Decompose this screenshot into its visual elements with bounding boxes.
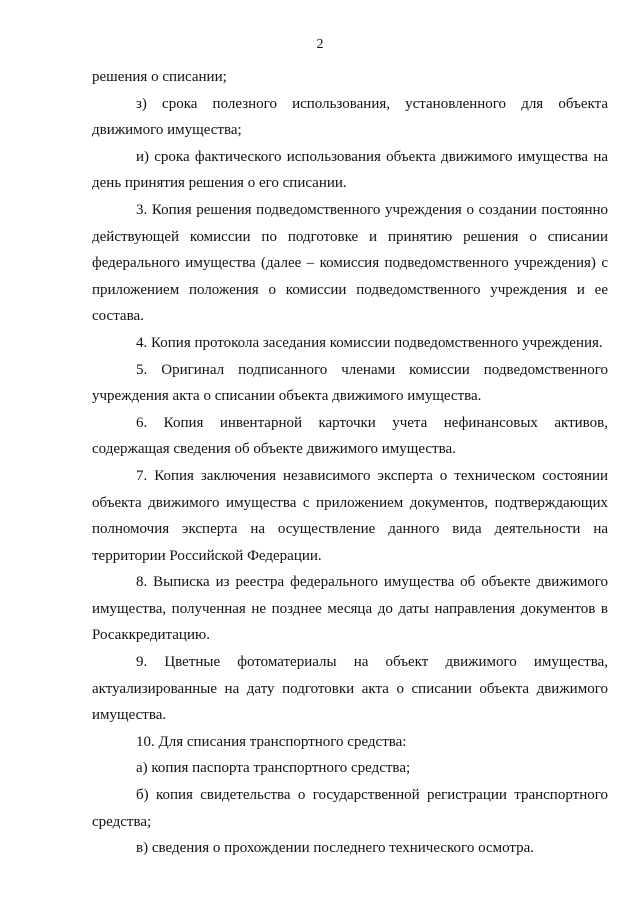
paragraph-7: 7. Копия заключения независимого эксперта о техническом состоянии объекта движимого имущества с приложением документов, подтверждающих полномочия эксперта на осуществление данного вида деятельности на территории Российской Федерации. (92, 467, 608, 564)
paragraph-3: 3. Копия решения подведомственного учреждения о создании постоянно действующей комиссии по подготовке и принятию решения о списании федерального имущества (далее – комиссия подведомственного учреждения) с приложением положения о комиссии подведомственного учреждения и ее состава. (92, 201, 608, 325)
paragraph-8: 8. Выписка из реестра федерального имущества об объекте движимого имущества, полученная не позднее месяца до даты направления документов в Росаккредитацию. (92, 574, 608, 644)
paragraph-9: 9. Цветные фотоматериалы на объект движимого имущества, актуализированные на дату подготовки акта о списании объекта движимого имущества. (92, 654, 608, 724)
paragraph-item-i: и) срока фактического использования объекта движимого имущества на день принятия решения о его списании. (92, 148, 608, 192)
paragraph-10-a: а) копия паспорта транспортного средства; (136, 760, 411, 777)
paragraph-4: 4. Копия протокола заседания комиссии подведомственного учреждения. (136, 334, 603, 351)
paragraph-item-z: з) срока полезного использования, установленного для объекта движимого имущества; (92, 95, 608, 139)
paragraph-6: 6. Копия инвентарной карточки учета нефинансовых активов, содержащая сведения об объекте движимого имущества. (92, 414, 608, 458)
page-number: 2 (316, 37, 324, 52)
paragraph-10: 10. Для списания транспортного средства: (136, 733, 407, 750)
paragraph-10-b: б) копия свидетельства о государственной регистрации транспортного средства; (92, 787, 608, 830)
document-body (92, 64, 608, 862)
paragraph-5: 5. Оригинал подписанного членами комиссии подведомственного учреждения акта о списании объекта движимого имущества. (92, 361, 608, 405)
paragraph-10-v: в) сведения о прохождении последнего технического осмотра. (136, 840, 535, 857)
paragraph-continuation: решения о списании; (92, 69, 227, 85)
